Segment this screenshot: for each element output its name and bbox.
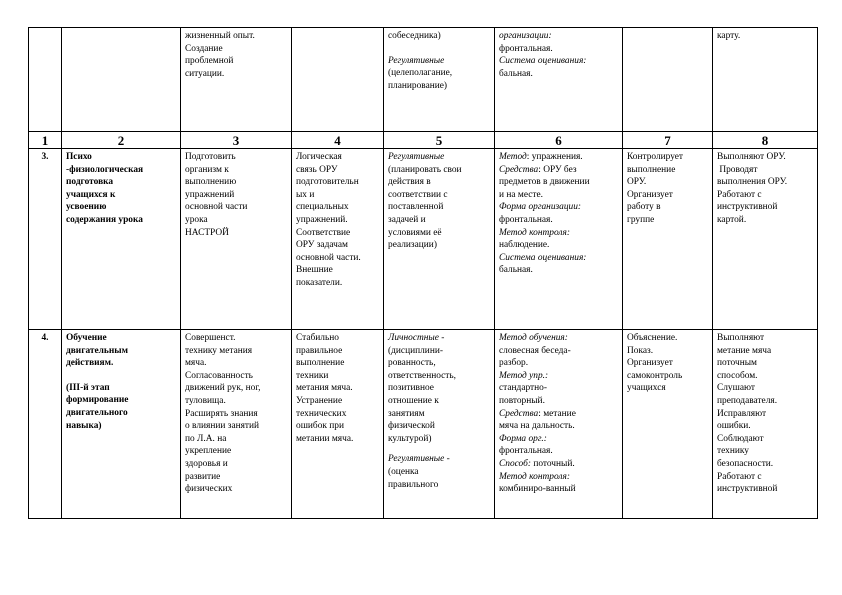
text-line: Контролирует xyxy=(627,152,684,162)
text-line: Психо xyxy=(66,152,92,162)
text-line: реализации) xyxy=(388,240,437,251)
method-label: Система оценивания: xyxy=(499,252,587,263)
text-line: условиями её xyxy=(388,227,442,238)
method-label: Средства xyxy=(499,164,539,175)
cell-teacher xyxy=(623,28,713,132)
text-line: двигательного xyxy=(66,407,128,418)
text-line: развитие xyxy=(185,471,221,482)
text-line: Исправляют xyxy=(717,408,767,419)
text-line: Устранение xyxy=(296,395,343,406)
text-line: правильного xyxy=(388,479,439,490)
cell-content xyxy=(292,28,384,132)
text-line: ошибки. xyxy=(717,421,751,432)
text-line: (целеполагание, xyxy=(388,68,453,79)
text-line: действиям. xyxy=(66,358,114,369)
method-label: Форма орг.: xyxy=(499,433,547,444)
text-line: навыка) xyxy=(66,420,102,431)
text-line: мяча. xyxy=(185,358,207,369)
text-line: Логическая xyxy=(296,152,342,162)
text-line: картой. xyxy=(717,214,747,225)
text-line: наблюдение. xyxy=(499,240,550,251)
text-line: инструктивной xyxy=(717,202,778,213)
column-number: 5 xyxy=(384,132,495,149)
text-line: метание мяча xyxy=(717,345,772,356)
table-row-continued xyxy=(29,28,818,132)
text-line: преподавателя. xyxy=(717,395,778,406)
text-line: бальная. xyxy=(499,68,533,79)
text-line: технику xyxy=(717,446,749,457)
text-line: ошибок при xyxy=(296,421,345,432)
text-line: правильное xyxy=(296,345,343,356)
text-line: Показ. xyxy=(627,345,654,356)
text-line: НАСТРОЙ xyxy=(185,227,229,238)
column-number: 4 xyxy=(292,132,384,149)
uud-label: Регулятивные xyxy=(388,454,445,465)
text-line: поточный. xyxy=(530,458,575,469)
text-line: подготовительн xyxy=(296,177,359,188)
text-line: разбор. xyxy=(499,358,529,369)
text-line: карту. xyxy=(717,31,741,41)
uud-label: Регулятивные xyxy=(388,152,445,162)
text-line: позитивное xyxy=(388,383,434,394)
text-line: словесная беседа- xyxy=(499,345,571,356)
text-line: Соответствие xyxy=(296,227,351,238)
text-line: Работают с xyxy=(717,471,762,482)
text-line: Выполняют ОРУ. xyxy=(717,152,786,162)
row-number: 3. xyxy=(29,149,62,330)
method-label: Средства xyxy=(499,408,539,419)
text-line: жизненный опыт. xyxy=(185,31,255,41)
text-line: содержания урока xyxy=(66,214,143,225)
text-line: планирование) xyxy=(388,80,448,91)
cell-num xyxy=(29,28,62,132)
text-line: усвоению xyxy=(66,202,107,213)
text-line: основной части xyxy=(185,202,248,213)
uud-label: Личностные xyxy=(388,333,439,343)
text-line: метания мяча. xyxy=(296,383,353,394)
cell-methods xyxy=(495,330,623,519)
text-line: предметов в движении xyxy=(499,177,590,188)
text-line: Согласованность xyxy=(185,370,253,381)
method-label: Метод контроля: xyxy=(499,471,570,482)
text-line: ответственность, xyxy=(388,370,457,381)
text-line: Стабильно xyxy=(296,333,339,343)
text-line: Слушают xyxy=(717,383,755,394)
cell-stage xyxy=(62,330,181,519)
text-line: - xyxy=(444,454,450,465)
text-line: здоровья и xyxy=(185,458,228,469)
cell-student xyxy=(713,149,818,330)
text-line: мяча на дальность. xyxy=(499,421,575,432)
text-line: упражнений. xyxy=(296,214,348,225)
text-line: (III-й этап xyxy=(66,382,110,393)
text-line: : метание xyxy=(538,408,576,419)
text-line: (планировать свои xyxy=(388,164,462,175)
text-line: занятиям xyxy=(388,408,425,419)
text-line: выполнения ОРУ. xyxy=(717,177,788,188)
text-line: связь ОРУ xyxy=(296,164,338,175)
text-line: Выполняют xyxy=(717,333,765,343)
text-line: упражнений xyxy=(185,189,235,200)
cell-stage xyxy=(62,149,181,330)
cell-uud xyxy=(384,149,495,330)
text-line: физических xyxy=(185,484,233,495)
column-number-row xyxy=(29,132,818,149)
table-row-4 xyxy=(29,330,818,519)
text-line: укрепление xyxy=(185,446,232,457)
uud-label: Регулятивные xyxy=(388,55,445,66)
text-line: технику метания xyxy=(185,345,253,356)
text-line: поточным xyxy=(717,358,757,369)
text-line: (оценка xyxy=(388,466,419,477)
text-line: отношение к xyxy=(388,395,439,406)
text-line: Внешние xyxy=(296,265,333,276)
text-line: Организует xyxy=(627,189,673,200)
text-line: Работают с xyxy=(717,189,762,200)
text-line: Создание xyxy=(185,43,223,54)
text-line: способом. xyxy=(717,370,758,381)
text-line: действия в xyxy=(388,177,431,188)
method-label: организации: xyxy=(499,31,552,41)
method-label: Способ: xyxy=(499,458,531,469)
cell-methods xyxy=(495,28,623,132)
text-line: (дисциплини- xyxy=(388,345,443,356)
text-line: : упражнения. xyxy=(526,152,583,162)
text-line: организм к xyxy=(185,164,229,175)
text-line: фронтальная. xyxy=(499,43,553,54)
table-row-3 xyxy=(29,149,818,330)
text-line: комбиниро-ванный xyxy=(499,484,576,495)
cell-student xyxy=(713,330,818,519)
text-line: по Л.А. на xyxy=(185,433,227,444)
text-line: соответствии с xyxy=(388,189,448,200)
cell-teacher xyxy=(623,149,713,330)
text-line: учащихся к xyxy=(66,189,116,200)
text-line: метании мяча. xyxy=(296,433,354,444)
text-line: Соблюдают xyxy=(717,433,764,444)
cell-content xyxy=(292,149,384,330)
text-line: фронтальная. xyxy=(499,214,553,225)
text-line: Проводят xyxy=(717,164,758,175)
text-line: ых и xyxy=(296,189,315,200)
text-line: движений рук, ног, xyxy=(185,383,261,394)
method-label: Метод упр.: xyxy=(499,370,549,381)
cell-methods xyxy=(495,149,623,330)
text-line: формирование xyxy=(66,395,129,406)
text-line: повторный. xyxy=(499,395,545,406)
lesson-plan-table xyxy=(28,27,818,519)
text-line: и на месте. xyxy=(499,189,543,200)
cell-uud xyxy=(384,28,495,132)
text-line: фронтальная. xyxy=(499,446,553,457)
method-label: Форма организации: xyxy=(499,202,582,213)
column-number: 8 xyxy=(713,132,818,149)
text-line: Организует xyxy=(627,358,673,369)
text-line: безопасности. xyxy=(717,458,774,469)
text-line: подготовка xyxy=(66,177,114,188)
text-line: техники xyxy=(296,370,329,381)
cell-task xyxy=(181,28,292,132)
cell-task xyxy=(181,330,292,519)
text-line: самоконтроль xyxy=(627,370,683,381)
column-number: 7 xyxy=(623,132,713,149)
text-line: собеседника) xyxy=(388,31,441,41)
text-line: учащихся xyxy=(627,383,666,394)
column-number: 3 xyxy=(181,132,292,149)
text-line: урока xyxy=(185,214,208,225)
method-label: Система оценивания: xyxy=(499,56,587,67)
text-line: Расширять знания xyxy=(185,408,258,419)
column-number: 1 xyxy=(29,132,62,149)
text-line: поставленной xyxy=(388,202,444,213)
text-line: Обучение xyxy=(66,333,107,343)
method-label: Метод обучения: xyxy=(499,333,568,343)
text-line: стандартно- xyxy=(499,383,547,394)
text-line: ОРУ задачам xyxy=(296,240,348,251)
text-line: инструктивной xyxy=(717,484,778,495)
text-line: - xyxy=(438,333,445,343)
method-label: Метод xyxy=(499,152,527,162)
text-line: основной части. xyxy=(296,252,361,263)
text-line: Совершенст. xyxy=(185,333,236,343)
text-line: : ОРУ без xyxy=(538,164,577,175)
text-line: Объяснение. xyxy=(627,333,678,343)
text-line: ОРУ. xyxy=(627,177,647,188)
text-line: туловища. xyxy=(185,395,226,406)
row-number: 4. xyxy=(29,330,62,519)
text-line: бальная. xyxy=(499,265,533,276)
column-number: 2 xyxy=(62,132,181,149)
text-line: культурой) xyxy=(388,433,432,444)
text-line: специальных xyxy=(296,202,349,213)
text-line: физической xyxy=(388,421,435,432)
text-line: ситуации. xyxy=(185,68,225,79)
cell-uud xyxy=(384,330,495,519)
method-label: Метод контроля: xyxy=(499,227,570,238)
cell-stage xyxy=(62,28,181,132)
text-line: технических xyxy=(296,408,347,419)
cell-content xyxy=(292,330,384,519)
text-line: Подготовить xyxy=(185,152,236,162)
text-line: работу в xyxy=(627,202,661,213)
text-line: рованность, xyxy=(388,358,436,369)
text-line: группе xyxy=(627,214,655,225)
cell-teacher xyxy=(623,330,713,519)
text-line: задачей и xyxy=(388,214,426,225)
cell-student xyxy=(713,28,818,132)
text-line: о влиянии занятий xyxy=(185,421,260,432)
text-line: проблемной xyxy=(185,56,234,67)
text-line: выполнению xyxy=(185,177,237,188)
text-line: двигательным xyxy=(66,345,128,356)
text-line: показатели. xyxy=(296,277,343,288)
text-line: выполнение xyxy=(627,164,676,175)
column-number: 6 xyxy=(495,132,623,149)
text-line: -физиологическая xyxy=(66,164,144,175)
cell-task xyxy=(181,149,292,330)
text-line: выполнение xyxy=(296,358,345,369)
